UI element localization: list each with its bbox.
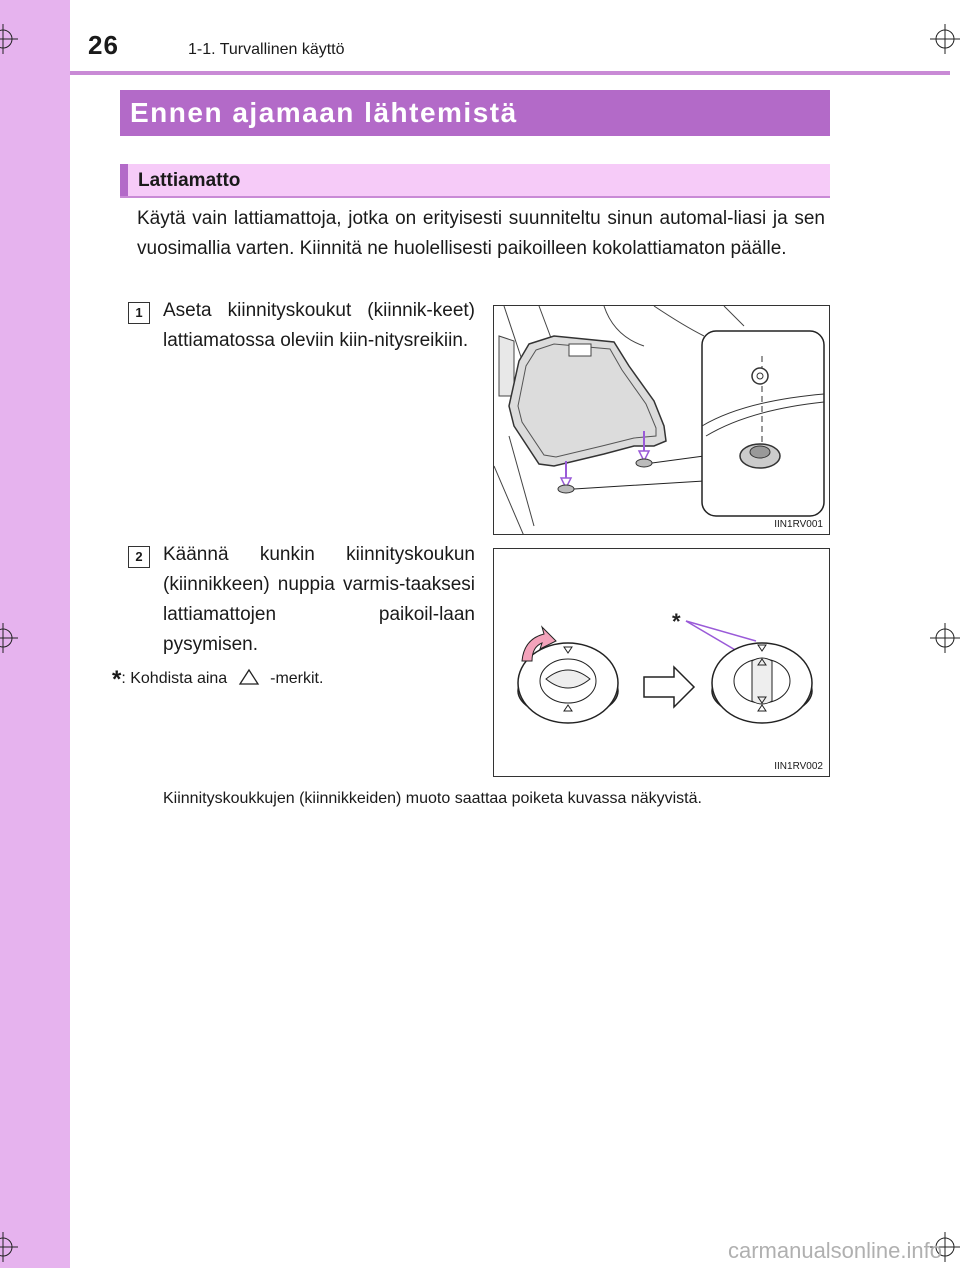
watermark: carmanualsonline.info bbox=[727, 1238, 942, 1263]
shape-note: Kiinnityskoukkujen (kiinnikkeiden) muoto saattaa poiketa kuvassa näkyvistä. bbox=[163, 790, 702, 807]
registration-mark-icon bbox=[0, 623, 18, 653]
hook-rotated-right bbox=[712, 643, 812, 723]
subsection-title: Lattiamatto bbox=[120, 164, 830, 198]
registration-mark-icon bbox=[930, 623, 960, 653]
hook-rotation-illustration bbox=[494, 549, 830, 777]
step-1-number: 1 bbox=[128, 302, 150, 324]
triangle-mark-icon bbox=[238, 668, 260, 686]
page-number: 26 bbox=[88, 30, 119, 60]
figure-floor-mat-hooks bbox=[493, 305, 830, 535]
figure-2-marker: * bbox=[672, 609, 681, 634]
detail-zoom-panel bbox=[702, 331, 824, 516]
chapter-heading: 1-1. Turvallinen käyttö bbox=[188, 41, 345, 58]
footnote-marker: * bbox=[112, 666, 122, 693]
registration-mark-icon bbox=[0, 1232, 18, 1262]
footnote bbox=[112, 666, 323, 694]
floor-mat-illustration bbox=[494, 306, 830, 535]
figure-1-code: IIN1RV001 bbox=[774, 519, 823, 530]
intro-paragraph: Käytä vain lattiamattoja, jotka on erityisesti suunniteltu sinun automal-liasi ja sen vuosimallia varten. Kiinnitä ne huolellisesti paikoilleen kokolattiamaton päälle. bbox=[137, 208, 825, 259]
footnote-suffix: -merkit. bbox=[270, 670, 324, 687]
step-2-text: Käännä kunkin kiinnityskoukun (kiinnikkeen) nuppia varmis-taaksesi lattiamattojen paikoil-laan pysymisen. bbox=[163, 544, 475, 655]
section-title: Ennen ajamaan lähtemistä bbox=[120, 90, 830, 136]
step-1-text: Aseta kiinnityskoukut (kiinnik-keet) lattiamatossa oleviin kiin-nitysreikiin. bbox=[163, 300, 475, 351]
right-arrow-icon bbox=[644, 667, 694, 707]
registration-mark-icon bbox=[930, 24, 960, 54]
footnote-prefix: : Kohdista aina bbox=[121, 670, 228, 687]
figure-hook-rotation bbox=[493, 548, 830, 777]
registration-mark-icon bbox=[0, 24, 18, 54]
header-rule bbox=[70, 71, 950, 75]
figure-2-code: IIN1RV002 bbox=[774, 761, 823, 772]
step-2-number: 2 bbox=[128, 546, 150, 568]
